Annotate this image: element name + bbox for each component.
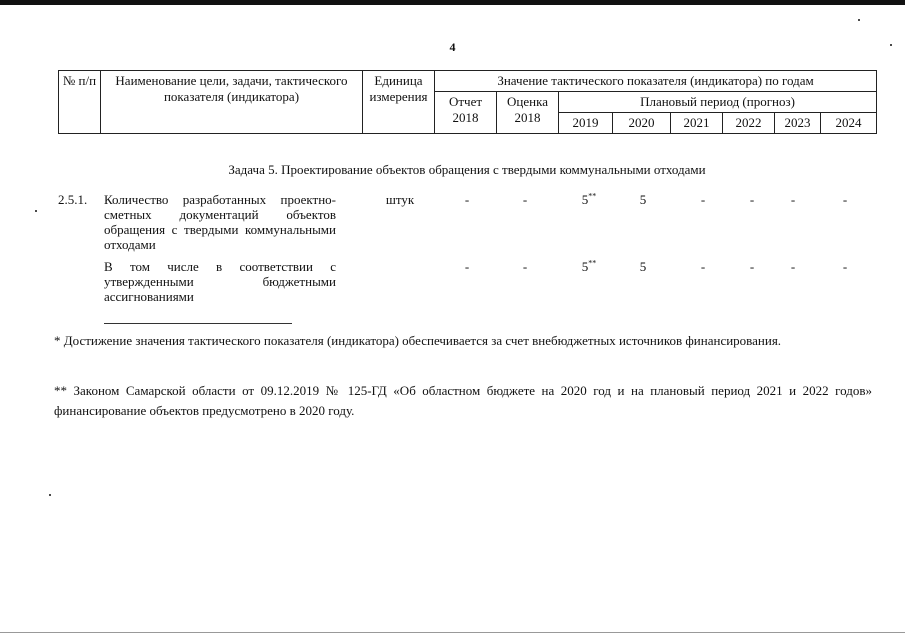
value-2022: - — [749, 192, 755, 207]
task-title: Задача 5. Проектирование объектов обращения с твердыми коммунальными отходами — [228, 162, 706, 177]
bottom-page-border — [0, 632, 905, 633]
value-estimate-2018: - — [522, 192, 528, 207]
value-2024: - — [842, 259, 848, 274]
value-estimate-2018: - — [522, 259, 528, 274]
header-num: № п/п — [59, 71, 101, 134]
value-2019: 5** — [581, 191, 597, 207]
header-year: 2019 — [559, 113, 613, 134]
value-2020: 5 — [639, 192, 647, 207]
header-plan-period: Плановый период (прогноз) — [559, 92, 877, 113]
value-2019: 5** — [581, 258, 597, 274]
header-year: 2024 — [821, 113, 877, 134]
row-unit: штук — [385, 192, 415, 207]
header-name: Наименование цели, задачи, тактического показателя (индикатора) — [101, 71, 363, 134]
value-2023: - — [790, 192, 796, 207]
footnote-2: ** Законом Самарской области от 09.12.2019 № 125-ГД «Об областном бюджете на 2020 год и на плановый период 2021 и 2022 годов» финансирование объектов предусмотрено в 2020 году. — [54, 383, 872, 418]
top-page-border — [0, 0, 905, 5]
header-year: 2020 — [613, 113, 671, 134]
value-2021: - — [700, 192, 706, 207]
value-2022: - — [749, 259, 755, 274]
header-year: 2022 — [723, 113, 775, 134]
page-number: 4 — [449, 40, 456, 54]
row-number: 2.5.1. — [58, 192, 88, 207]
header-estimate: Оценка 2018 — [497, 92, 559, 134]
value-2024: - — [842, 192, 848, 207]
footnote-mark: ** — [588, 191, 597, 201]
header-report: Отчет 2018 — [435, 92, 497, 134]
scan-speck — [35, 210, 37, 212]
footnote-separator — [104, 323, 292, 324]
value-2021: - — [700, 259, 706, 274]
footnote-1: * Достижение значения тактического показателя (индикатора) обеспечивается за счет внебюджетных источников финансирования. — [54, 333, 782, 348]
header-values-group: Значение тактического показателя (индикатора) по годам — [435, 71, 877, 92]
header-year: 2021 — [671, 113, 723, 134]
indicators-table-header — [58, 70, 877, 134]
scan-speck — [858, 19, 860, 21]
value-report-2018: - — [464, 192, 470, 207]
value-2023: - — [790, 259, 796, 274]
value-2020: 5 — [639, 259, 647, 274]
row-name: Количество разработанных проектно-сметных документаций объектов обращения с твердыми коммунальными отходами — [104, 192, 336, 252]
scan-speck — [49, 494, 51, 496]
scan-speck — [890, 44, 892, 46]
value-report-2018: - — [464, 259, 470, 274]
row-name: В том числе в соответствии с утвержденными бюджетными ассигнованиями — [104, 259, 336, 304]
header-unit: Единица измерения — [363, 71, 435, 134]
footnote-mark: ** — [588, 258, 597, 268]
header-year: 2023 — [775, 113, 821, 134]
